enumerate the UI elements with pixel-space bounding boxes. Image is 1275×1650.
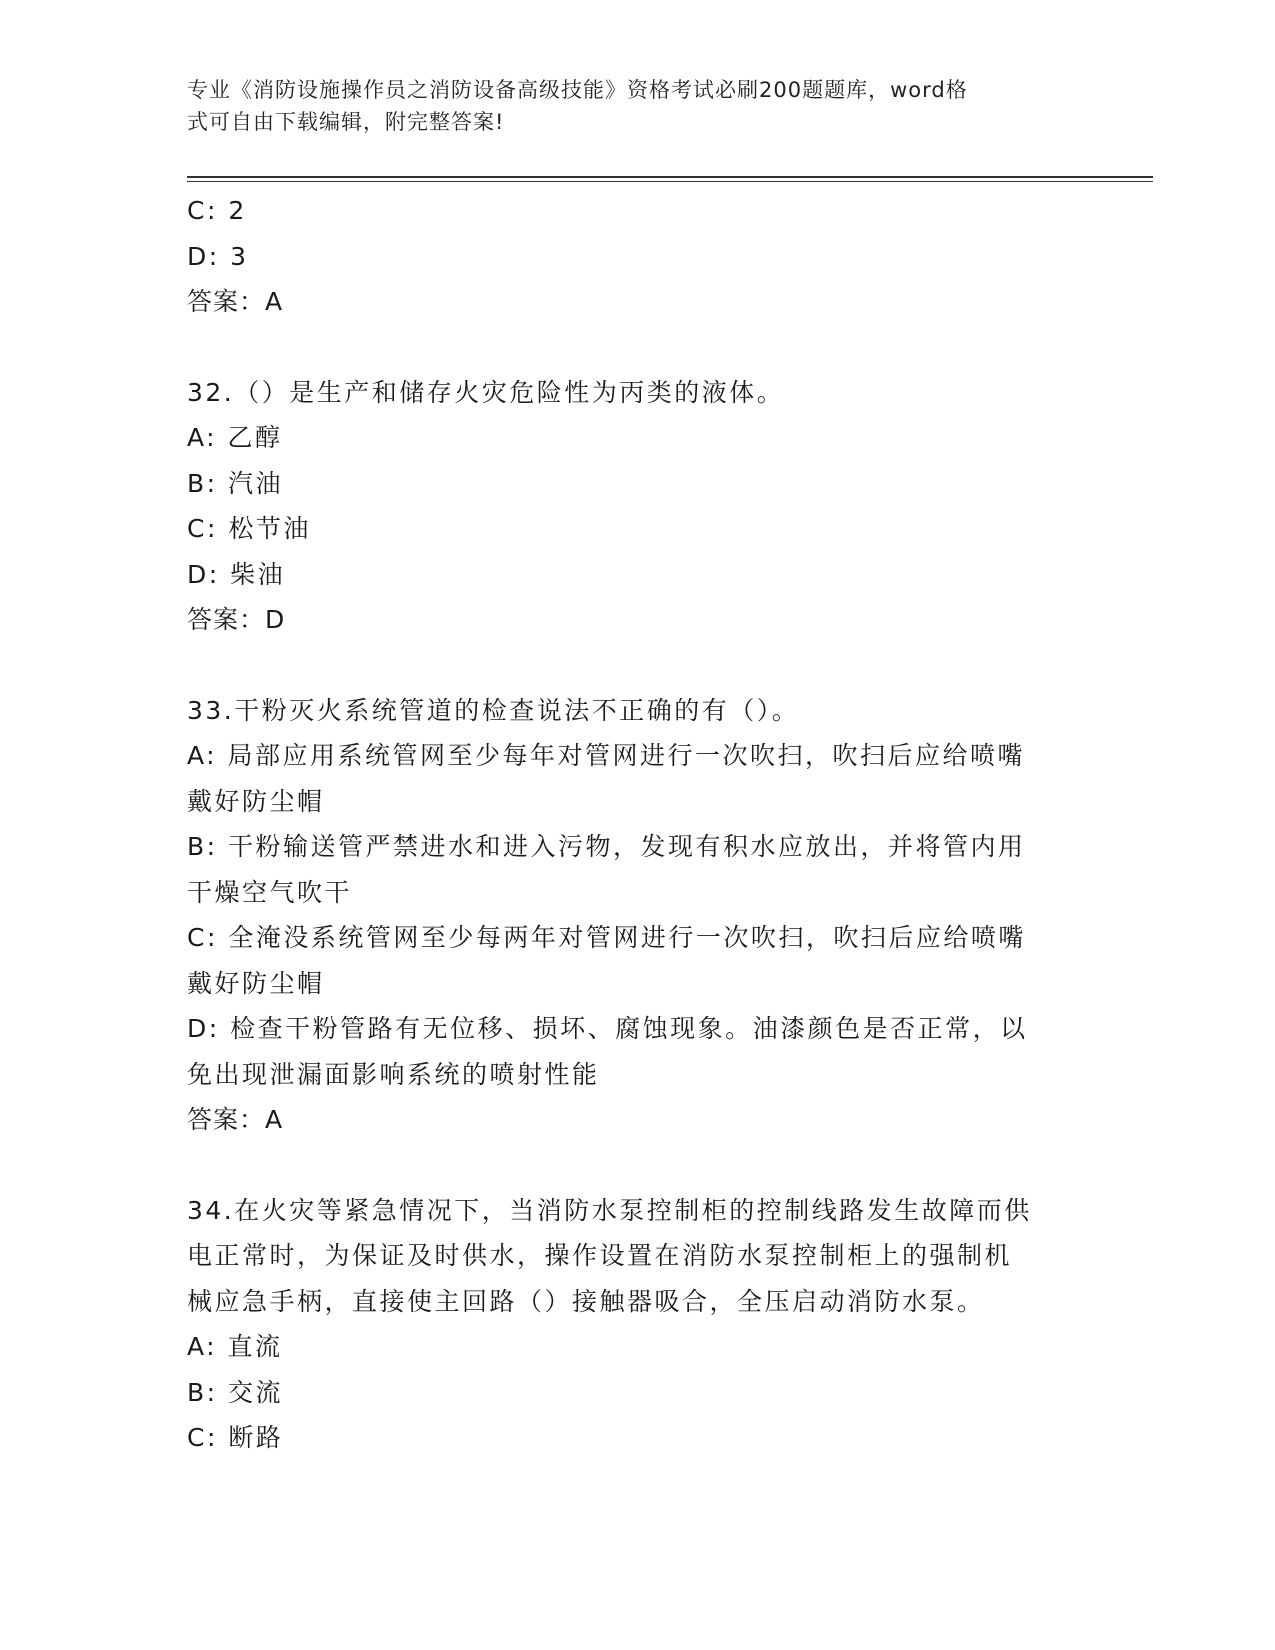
option-b: B: 交流 <box>187 1377 284 1407</box>
option-d: D: 3 <box>187 241 249 271</box>
option-a: A: 直流 <box>187 1332 283 1361</box>
option-c: C: 松节油 <box>187 514 311 543</box>
question-34 <box>187 1188 1087 1461</box>
answer: 答案：D <box>187 605 286 634</box>
header-divider <box>187 176 1153 182</box>
spacer <box>187 643 1087 688</box>
option-b: B: 汽油 <box>187 468 284 498</box>
question-33 <box>187 688 1087 1143</box>
option-d-line-2: 免出现泄漏面影响系统的喷射性能 <box>187 1059 600 1089</box>
header-line-1: 专业《消防设施操作员之消防设备高级技能》资格考试必刷200题题库，word格 <box>187 78 968 102</box>
option-c: C: 2 <box>187 196 247 225</box>
option-c: C: 断路 <box>187 1423 284 1452</box>
option-a-line-2: 戴好防尘帽 <box>187 786 325 816</box>
option-c-line-2: 戴好防尘帽 <box>187 968 325 998</box>
question-text-line-3: 械应急手柄，直接使主回路（）接触器吸合，全压启动消防水泵。 <box>187 1286 985 1316</box>
option-b-line-1: B: 干粉输送管严禁进水和进入污物，发现有积水应放出，并将管内用 <box>187 832 1026 861</box>
option-d: D: 柴油 <box>187 559 286 589</box>
question-31 <box>187 188 1087 325</box>
spacer <box>187 1143 1087 1188</box>
question-32 <box>187 370 1087 643</box>
option-c-line-1: C: 全淹没系统管网至少每两年对管网进行一次吹扫，吹扫后应给喷嘴 <box>187 923 1026 952</box>
option-d-line-1: D: 检查干粉管路有无位移、损坏、腐蚀现象。油漆颜色是否正常，以 <box>187 1014 1028 1043</box>
question-text-line-1: 34.在火灾等紧急情况下，当消防水泵控制柜的控制线路发生故障而供 <box>187 1195 1032 1225</box>
spacer <box>187 325 1087 370</box>
answer: 答案：A <box>187 287 284 316</box>
option-a: A: 乙醇 <box>187 423 283 452</box>
header-line-2: 式可自由下载编辑，附完整答案! <box>187 110 505 134</box>
answer: 答案：A <box>187 1105 284 1134</box>
document-header <box>187 74 1067 138</box>
question-text-line-2: 电正常时，为保证及时供水，操作设置在消防水泵控制柜上的强制机 <box>187 1241 1013 1270</box>
question-text: 32.（）是生产和储存火灾危险性为丙类的液体。 <box>187 377 785 407</box>
question-list <box>187 188 1087 1461</box>
question-text: 33.干粉灭火系统管道的检查说法不正确的有（）。 <box>187 695 800 725</box>
option-a-line-1: A: 局部应用系统管网至少每年对管网进行一次吹扫，吹扫后应给喷嘴 <box>187 741 1026 770</box>
option-b-line-2: 干燥空气吹干 <box>187 877 353 907</box>
